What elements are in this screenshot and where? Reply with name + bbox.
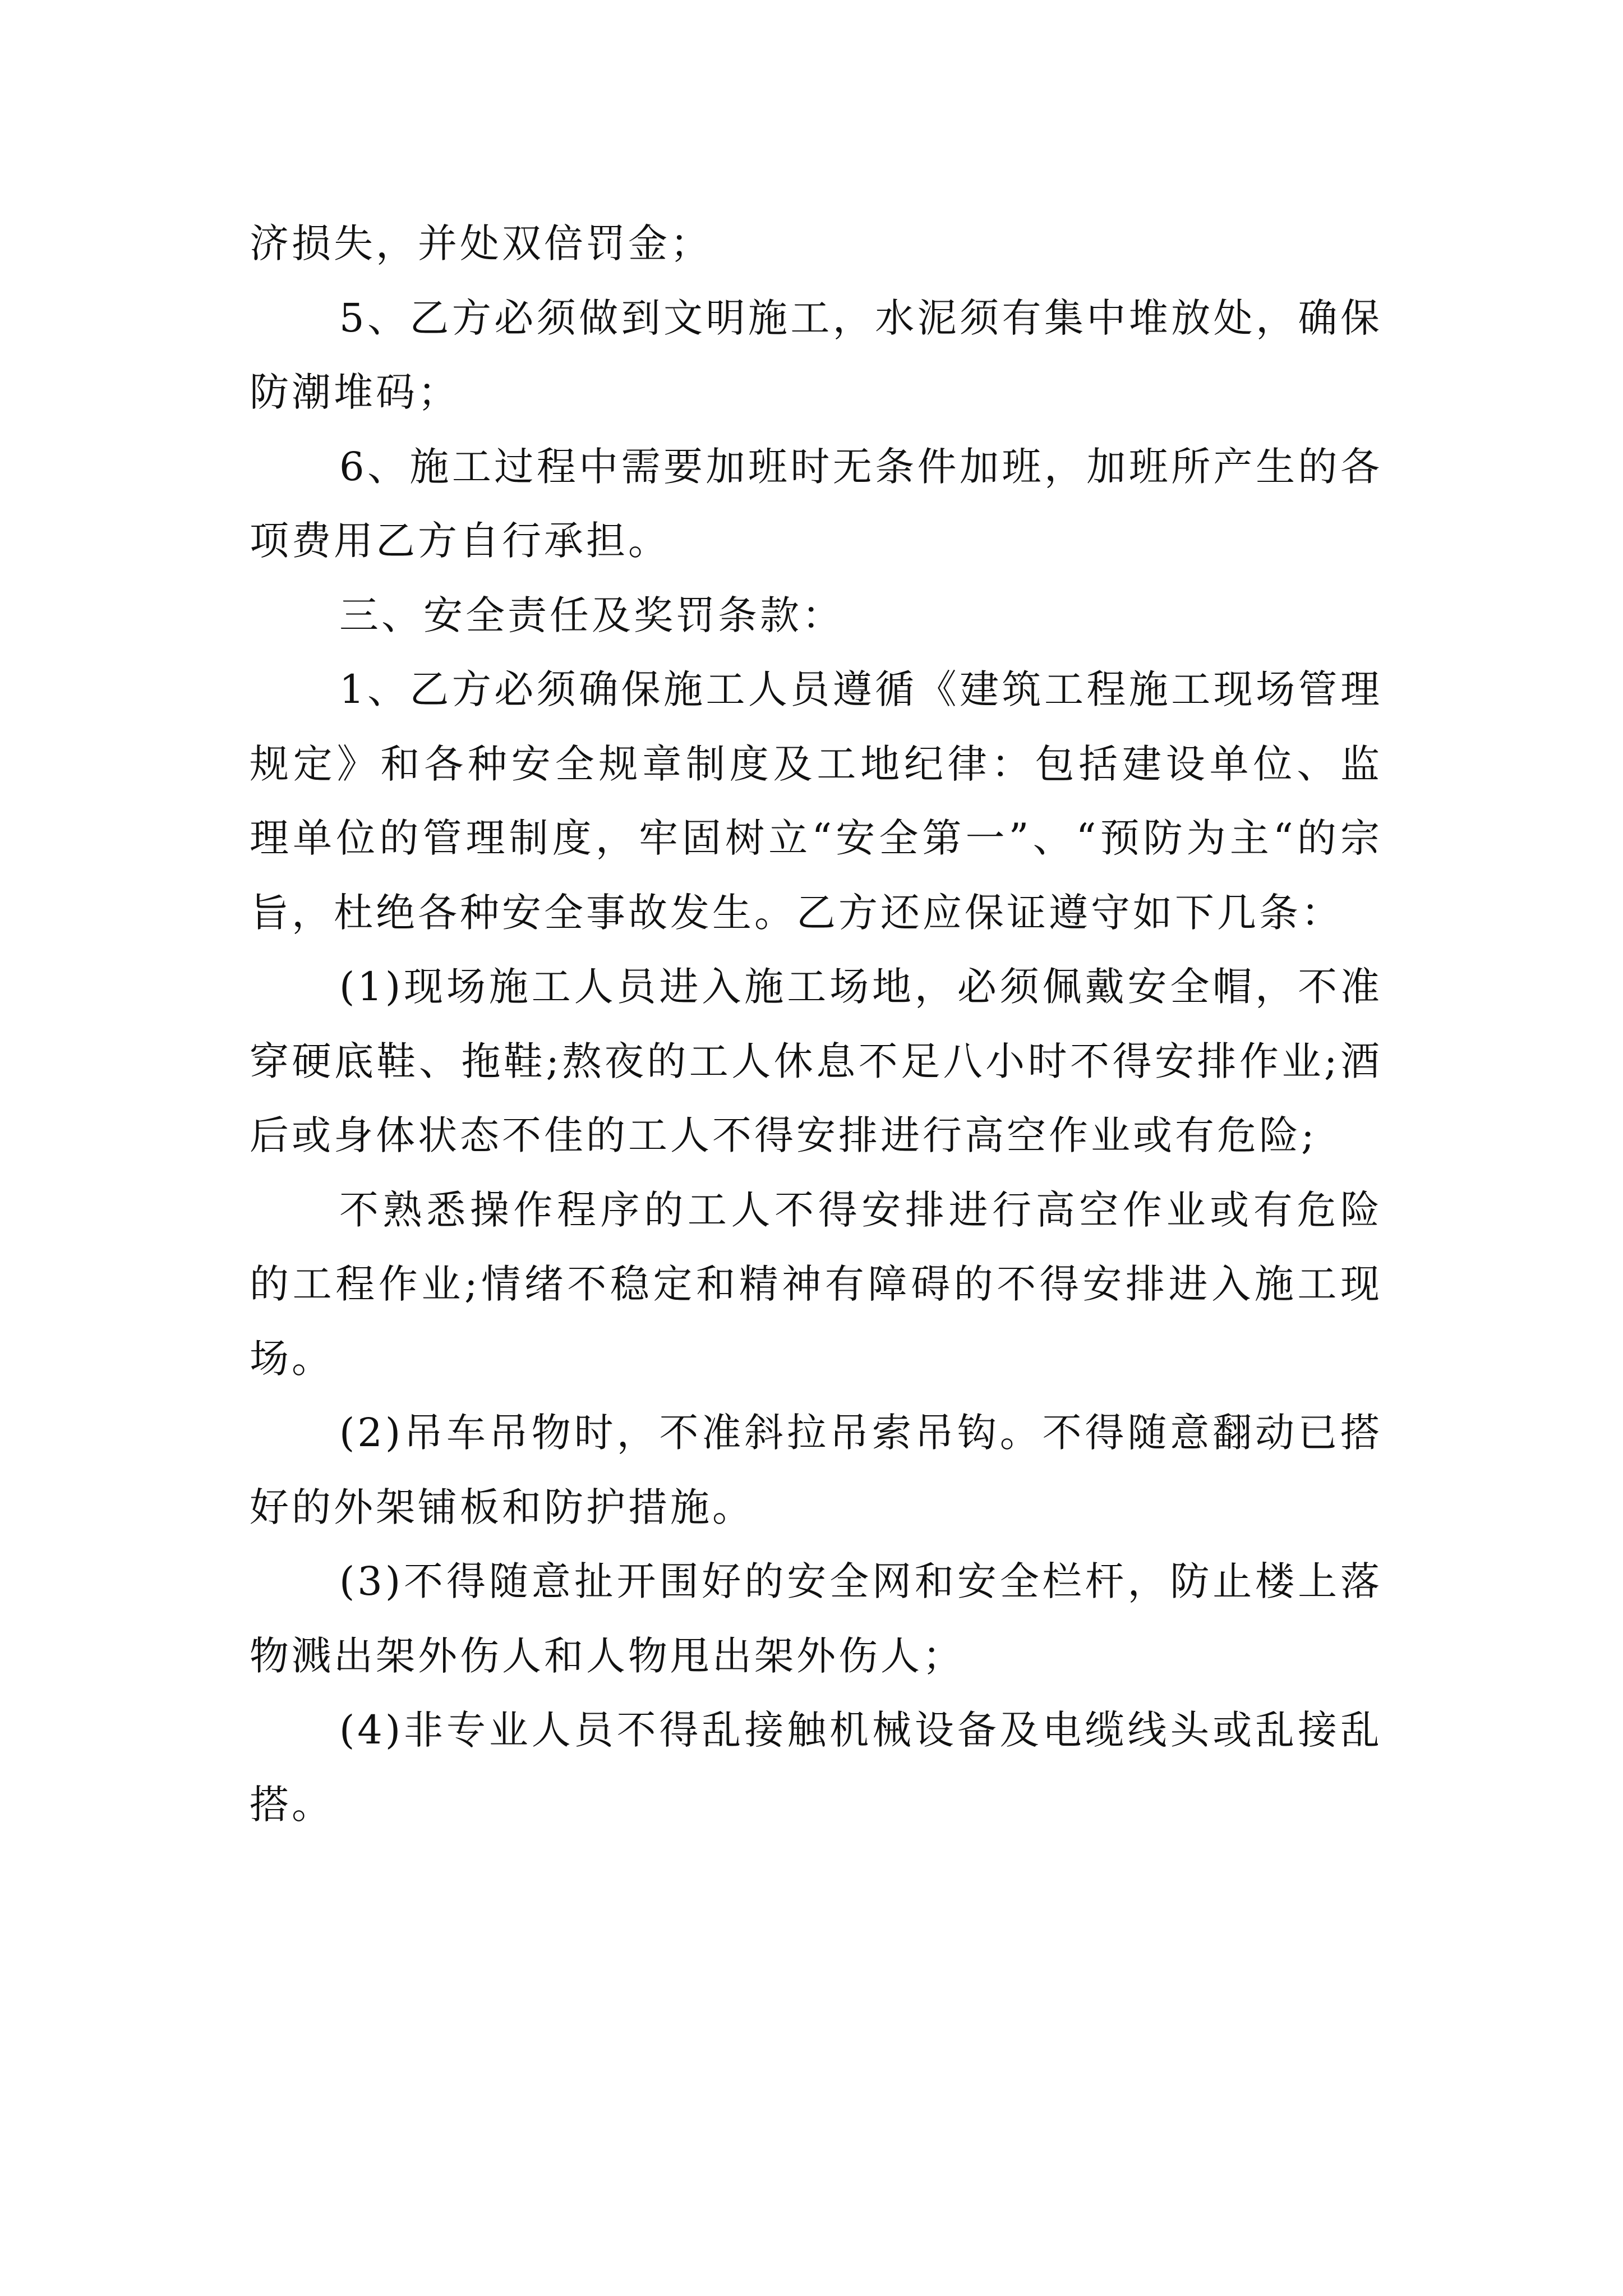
paragraph-3: 6、施工过程中需要加班时无条件加班，加班所产生的各项费用乙方自行承担。 bbox=[250, 443, 1382, 564]
paragraph-8: (2)吊车吊物时，不准斜拉吊索吊钩。不得随意翻动已搭好的外架铺板和防护措施。 bbox=[250, 1410, 1382, 1530]
document-body bbox=[250, 206, 1382, 1842]
paragraph-1: 济损失，并处双倍罚金； bbox=[250, 220, 712, 266]
paragraph-10: (4)非专业人员不得乱接触机械设备及电缆线头或乱接乱搭。 bbox=[250, 1707, 1382, 1828]
paragraph-5: 1、乙方必须确保施工人员遵循《建筑工程施工现场管理规定》和各种安全规章制度及工地纪律：包括建设单位、监理单位的管理制度，牢固树立“安全第一”、“预防为主“的宗旨，杜绝各种安全事故发生。乙方还应保证遵守如下几条： bbox=[250, 666, 1382, 936]
section-heading-safety: 三、安全责任及奖罚条款： bbox=[339, 592, 844, 638]
paragraph-6: (1)现场施工人员进入施工场地，必须佩戴安全帽，不准穿硬底鞋、拖鞋;熬夜的工人休息不足八小时不得安排作业;酒后或身体状态不佳的工人不得安排进行高空作业或有危险; bbox=[250, 964, 1382, 1158]
paragraph-2: 5、乙方必须做到文明施工，水泥须有集中堆放处，确保防潮堆码； bbox=[250, 295, 1382, 415]
paragraph-7: 不熟悉操作程序的工人不得安排进行高空作业或有危险的工程作业;情绪不稳定和精神有障碍的不得安排进入施工现场。 bbox=[250, 1186, 1382, 1382]
paragraph-9: (3)不得随意扯开围好的安全网和安全栏杆，防止楼上落物溅出架外伤人和人物甩出架外伤人； bbox=[250, 1558, 1382, 1679]
